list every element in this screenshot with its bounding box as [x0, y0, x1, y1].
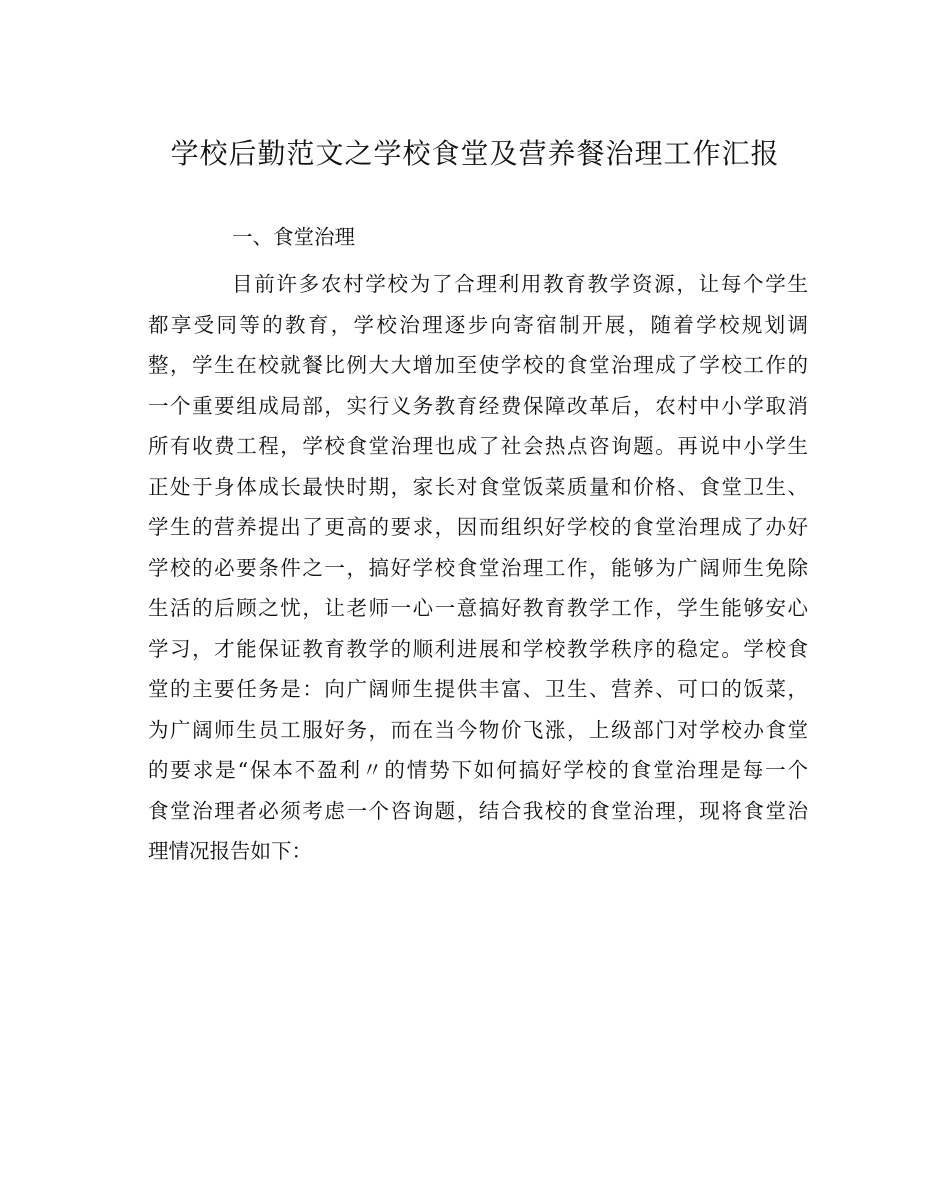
paragraph-line: 目前许多农村学校为了合理利用教育教学资源，让每个学生 — [232, 272, 808, 296]
paragraph-line: 食堂治理者必须考虑一个咨询题，结合我校的食堂治理，现将食堂治 — [148, 798, 808, 823]
document-title: 学校后勤范文之学校食堂及营养餐治理工作汇报 — [170, 137, 780, 170]
paragraph-line: 学校的必要条件之一，搞好学校食堂治理工作，能够为广阔师生免除 — [148, 555, 808, 580]
paragraph-line: 生活的后顾之忧，让老师一心一意搞好教育教学工作，学生能够安心 — [148, 596, 808, 620]
paragraph-line: 所有收费工程，学校食堂治理也成了社会热点咨询题。再说中小学生 — [148, 434, 808, 458]
paragraph-line: 整，学生在校就餐比例大大增加至使学校的食堂治理成了学校工作的 — [148, 353, 808, 377]
paragraph-line: 为广阔师生员工服好务，而在当今物价飞涨，上级部门对学校办食堂 — [148, 717, 808, 742]
section-heading: 一、食堂治理 — [232, 225, 355, 249]
paragraph-line: 正处于身体成长最快时期，家长对食堂饭菜质量和价格、食堂卫生、 — [148, 474, 808, 499]
paragraph-line: 学习，才能保证教育教学的顺利进展和学校教学秩序的稳定。学校食 — [148, 636, 808, 661]
paragraph-line: 堂的主要任务是：向广阔师生提供丰富、卫生、营养、可口的饭菜， — [148, 677, 808, 701]
paragraph-line: 学生的营养提出了更高的要求，因而组织好学校的食堂治理成了办好 — [148, 515, 808, 539]
paragraph-line: 的要求是“保本不盈利〃的情势下如何搞好学校的食堂治理是每一个 — [148, 758, 808, 782]
paragraph-line: 都享受同等的教育，学校治理逐步向寄宿制开展，随着学校规划调 — [148, 312, 808, 337]
body-paragraph — [148, 264, 808, 872]
paragraph-line: 一个重要组成局部，实行义务教育经费保障改革后，农村中小学取消 — [148, 393, 808, 418]
paragraph-line: 理情况报告如下： — [148, 839, 312, 863]
